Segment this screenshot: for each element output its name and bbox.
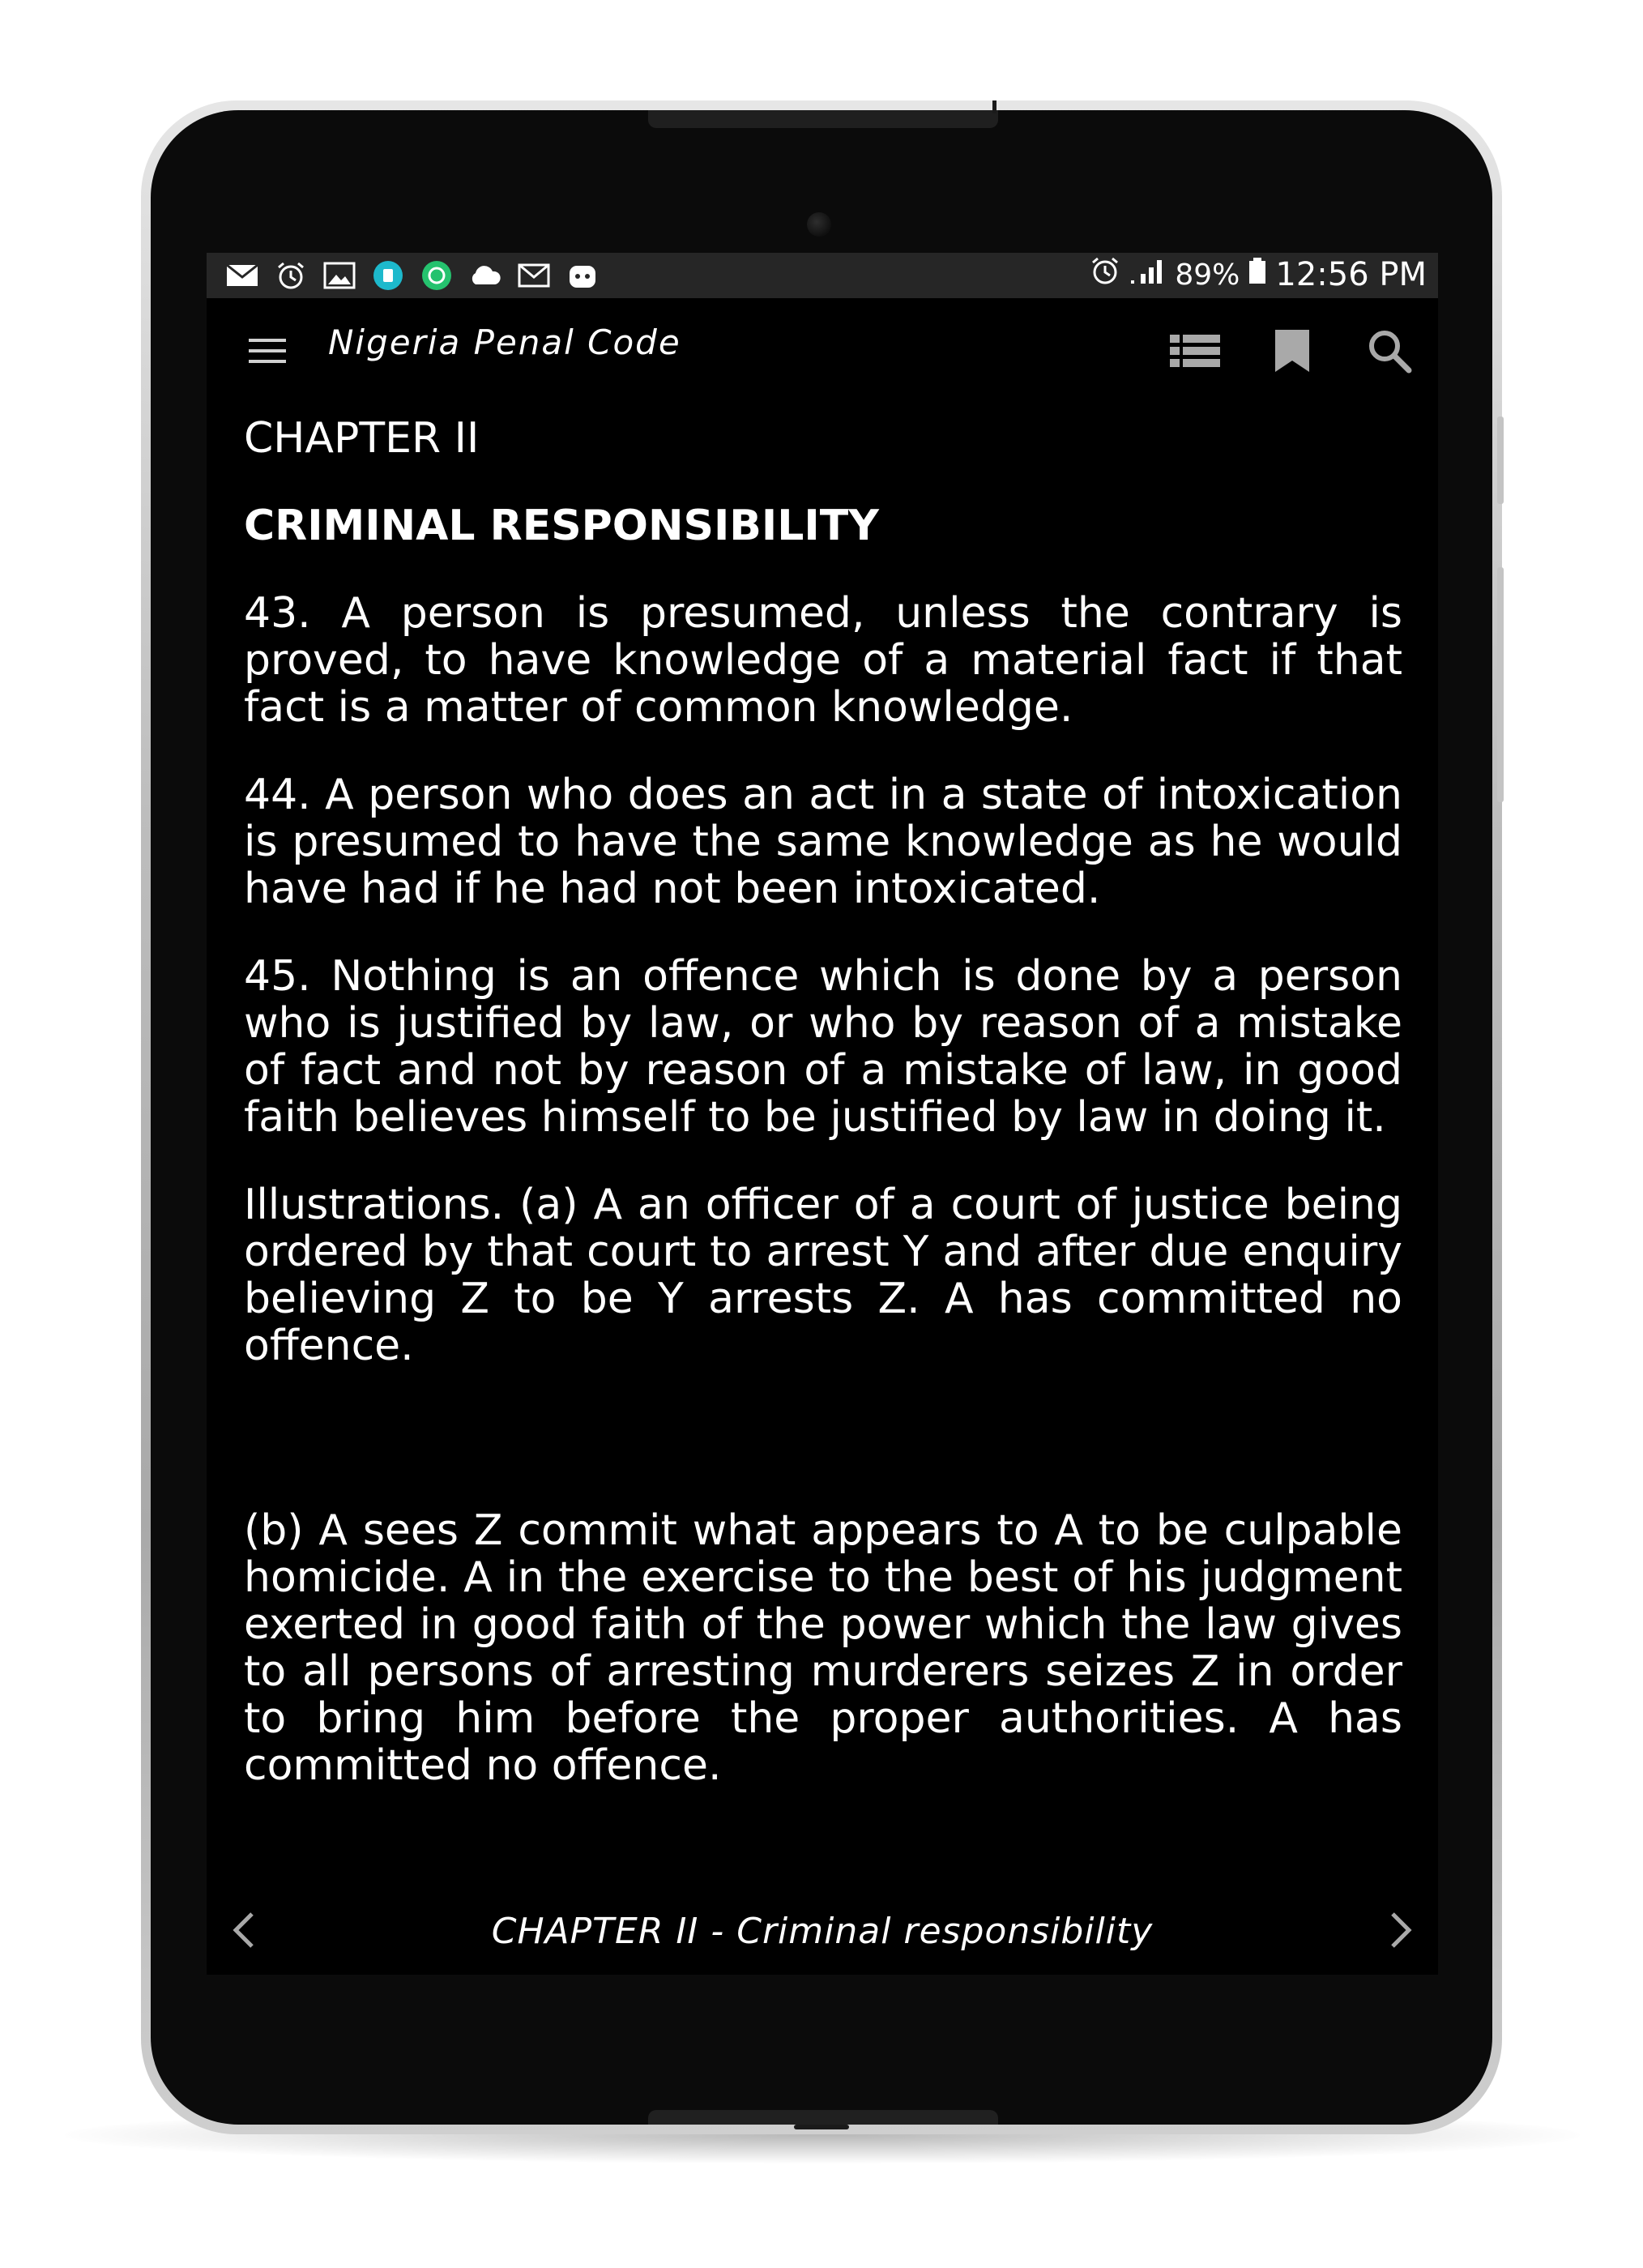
gmail-icon — [514, 261, 553, 290]
hamburger-menu-icon — [247, 331, 288, 371]
chevron-right-icon — [1376, 1906, 1425, 1954]
search-icon — [1367, 328, 1412, 374]
next-chapter-button[interactable] — [1376, 1906, 1425, 1954]
spacer — [244, 1410, 1402, 1507]
app-title: Nigeria Penal Code — [328, 322, 681, 362]
cleaner-app-icon — [369, 261, 408, 290]
contents-list-button[interactable] — [1167, 322, 1223, 379]
list-icon — [1170, 333, 1220, 369]
alarm-status-icon — [1089, 256, 1121, 293]
side-button-upper — [1497, 416, 1504, 504]
system-status — [1089, 256, 1427, 293]
top-slot — [648, 110, 998, 128]
robot-app-icon — [563, 261, 602, 290]
app-bar — [207, 298, 1438, 404]
illustration-a: Illustrations. (a) A an officer of a court of justice being ordered by that court to arrest Y and after due enquiry believing Z to be Y arrests Z. A has committed no offence. — [244, 1181, 1402, 1370]
search-button[interactable] — [1361, 322, 1418, 379]
illustration-b: (b) A sees Z commit what appears to A to be culpable homicide. A in the exercise to the best of his judgment exerted in good faith of the power which the law gives to all persons of arresting murderers seizes Z in order to bring him before the proper authorities. A has committed no offence. — [244, 1506, 1402, 1790]
paragraph-44: 44. A person who does an act in a state of intoxication is presumed to have the same knowledge as he would have had if he had not been intoxicated. — [244, 771, 1402, 913]
side-button-lower — [1497, 567, 1504, 802]
signal-icon — [1129, 256, 1167, 293]
battery-icon — [1248, 256, 1267, 293]
bookmark-icon — [1274, 328, 1311, 374]
notification-icons — [223, 261, 602, 290]
chapter-heading: CHAPTER II — [244, 415, 480, 463]
gallery-icon — [320, 261, 359, 290]
top-notch — [992, 100, 996, 113]
status-bar — [207, 253, 1438, 298]
bottom-slot — [648, 2110, 998, 2125]
paragraph-45: 45. Nothing is an offence which is done by a person who is justified by law, or who by reason of a mistake of fact and not by reason of a mistake of law, in good faith believes himself to be justified by law in doing it. — [244, 952, 1402, 1142]
screen — [207, 253, 1438, 1975]
menu-button[interactable] — [247, 331, 288, 371]
current-chapter-title: CHAPTER II - Criminal responsibility — [491, 1911, 1154, 1952]
bookmark-button[interactable] — [1264, 322, 1321, 379]
section-title: CRIMINAL RESPONSIBILITY — [244, 502, 879, 550]
battery-percent: 89% — [1175, 258, 1240, 292]
mail-icon — [223, 261, 262, 290]
clock: 12:56 PM — [1275, 256, 1427, 293]
alarm-icon — [271, 261, 310, 290]
document-content[interactable] — [244, 415, 1402, 1881]
front-camera — [807, 212, 831, 237]
chat-app-icon — [417, 261, 456, 290]
chapter-navigation-bar — [207, 1881, 1438, 1975]
bottom-indicator — [794, 2125, 849, 2129]
paragraph-43: 43. A person is presumed, unless the contrary is proved, to have knowledge of a material fact if that fact is a matter of common knowledge. — [244, 589, 1402, 732]
cloud-icon — [466, 261, 505, 290]
